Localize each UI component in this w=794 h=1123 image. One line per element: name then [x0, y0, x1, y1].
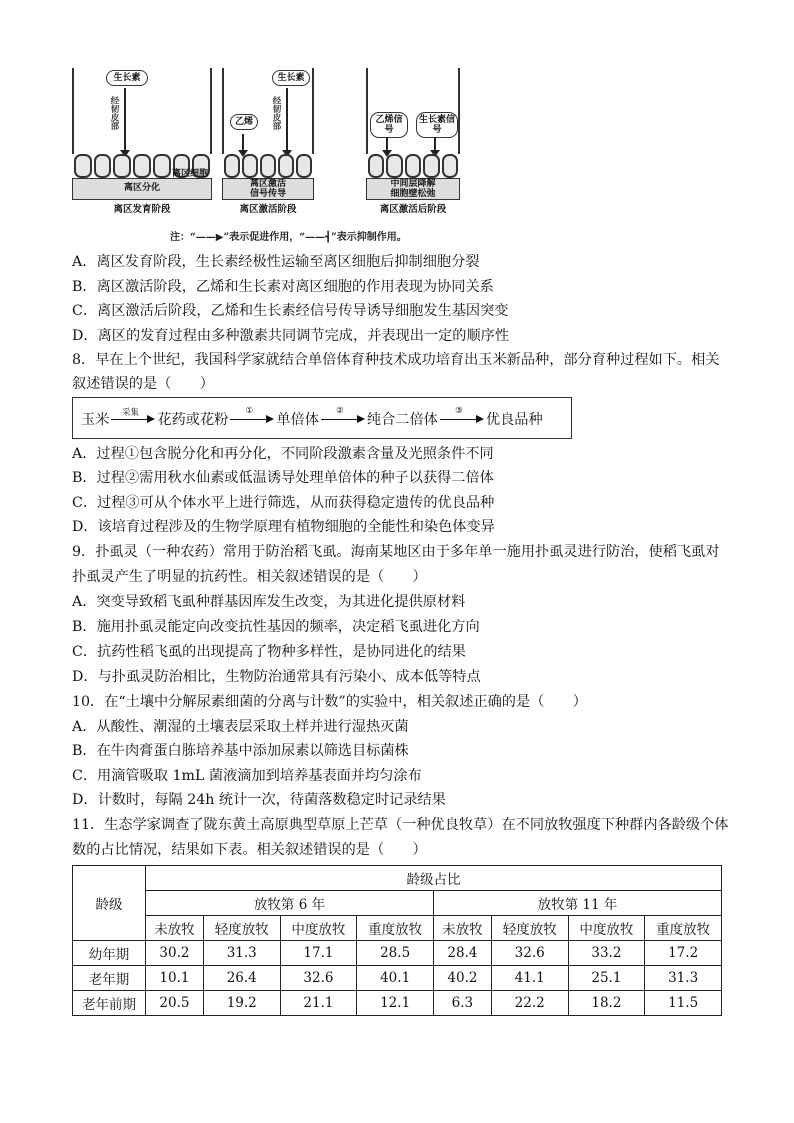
table-cell: 33.2: [568, 941, 645, 966]
q10-option-a: A．从酸性、潮湿的土壤表层采取土样并进行湿热灭菌: [72, 719, 409, 735]
subheader-cell: 重度放牧: [645, 916, 722, 941]
q11-stem-cont: 数的占比情况，结果如下表。相关叙述错误的是（ ）: [72, 842, 427, 858]
flow-node: 优良品种: [485, 412, 543, 428]
flow-node: 花药或花粉: [157, 412, 229, 428]
q10-option-d: D．计数时，每隔 24h 统计一次，待菌落数稳定时记录结果: [72, 792, 446, 808]
flow-arrow: 采集: [111, 412, 155, 426]
auxin-label: 生长素: [106, 70, 148, 86]
q9-option-c: C．抗药性稻飞虱的出现提高了物种多样性，是协同进化的结果: [72, 644, 466, 660]
figure-panel-activation: [222, 68, 314, 216]
age-class-table: [72, 865, 722, 1016]
auxin-label: 生长素: [272, 70, 310, 86]
promote-arrow: [242, 134, 244, 152]
table-cell: 10.1: [146, 966, 204, 991]
row-label: 老年前期: [73, 991, 146, 1016]
subheader-cell: 未放牧: [146, 916, 204, 941]
row-label: 幼年期: [73, 941, 146, 966]
table-cell: 22.2: [491, 991, 568, 1016]
table-cell: 31.3: [645, 966, 722, 991]
flow-arrow: ①: [230, 412, 274, 426]
stage-label: 离区激活后阶段: [379, 204, 447, 215]
subheader-cell: 轻度放牧: [491, 916, 568, 941]
q8-stem-cont: 叙述错误的是（ ）: [72, 376, 214, 392]
promote-arrow: [386, 138, 388, 152]
table-cell: 40.2: [433, 966, 491, 991]
q9-stem: 9．扑虱灵（一种农药）常用于防治稻飞虱。海南某地区由于多年单一施用扑虱灵进行防治，使稻飞虱对: [72, 544, 720, 560]
q11-stem: 11．生态学家调查了陇东黄土高原典型草原上芒草（一种优良牧草）在不同放牧强度下种群内各龄级个体: [72, 817, 729, 833]
table-cell: 40.1: [357, 966, 434, 991]
flow-node: 纯合二倍体: [366, 412, 438, 428]
activation-box: 离区激活 信号传导: [222, 178, 314, 200]
subheader-cell: 中度放牧: [280, 916, 357, 941]
flow-arrow: ③: [440, 412, 484, 426]
header-year6: 放牧第 6 年: [146, 891, 434, 916]
stage-label: 离区激活阶段: [239, 204, 297, 215]
table-row: [73, 941, 722, 966]
table-cell: 25.1: [568, 966, 645, 991]
phloem-text: 经韧皮部: [109, 96, 119, 130]
stage-label: 离区发育阶段: [113, 204, 171, 215]
q9-option-a: A．突变导致稻飞虱种群基因库发生改变，为其进化提供原材料: [72, 594, 466, 610]
table-cell: 41.1: [491, 966, 568, 991]
phloem-text: 经韧皮部: [271, 96, 281, 130]
table-cell: 18.2: [568, 991, 645, 1016]
cell-row: [222, 154, 314, 178]
breeding-flow-box: [72, 397, 572, 439]
subheader-cell: 未放牧: [433, 916, 491, 941]
q8-option-d: D．该培育过程涉及的生物学原理有植物细胞的全能性和染色体变异: [72, 519, 495, 535]
q7-option-b: B．离区激活阶段，乙烯和生长素对离区细胞的作用表现为协同关系: [72, 279, 494, 295]
q10-option-b: B．在牛肉膏蛋白胨培养基中添加尿素以筛选目标菌株: [72, 743, 409, 759]
table-cell: 19.2: [203, 991, 280, 1016]
q8-stem: 8．早在上个世纪，我国科学家就结合单倍体育种技术成功培育出玉米新品种，部分育种过程如下。相关: [72, 352, 720, 368]
table-cell: 30.2: [146, 941, 204, 966]
promote-arrow: [434, 138, 436, 152]
table-cell: 12.1: [357, 991, 434, 1016]
row-label: 老年期: [73, 966, 146, 991]
cell-row: [366, 154, 460, 178]
auxin-signal-label: 生长素信号: [416, 112, 458, 138]
table-cell: 28.5: [357, 941, 434, 966]
post-activation-box: 中间层降解 细胞壁松弛: [366, 178, 460, 200]
q8-option-a: A．过程①包含脱分化和再分化，不同阶段激素含量及光照条件不同: [72, 446, 494, 462]
q7-option-c: C．离区激活后阶段，乙烯和生长素经信号传导诱导细胞发生基因突变: [72, 303, 509, 319]
table-row: [73, 966, 722, 991]
flow-node: 单倍体: [276, 412, 319, 428]
subheader-cell: 轻度放牧: [203, 916, 280, 941]
header-year11: 放牧第 11 年: [433, 891, 721, 916]
figure-note: 注：“——▶”表示促进作用，“——┫”表示抑制作用。: [170, 232, 407, 243]
flow-arrow: ②: [321, 412, 365, 426]
table-cell: 11.5: [645, 991, 722, 1016]
table-cell: 26.4: [203, 966, 280, 991]
table-cell: 17.1: [280, 941, 357, 966]
ethylene-label: 乙烯: [230, 114, 258, 130]
abscission-cell-label: 离区细胞: [172, 169, 209, 179]
q8-option-b: B．过程②需用秋水仙素或低温诱导处理单倍体的种子以获得二倍体: [72, 470, 494, 486]
table-cell: 32.6: [280, 966, 357, 991]
q10-option-c: C．用滴管吸取 1mL 菌液滴加到培养基表面并均匀涂布: [72, 768, 422, 784]
q9-stem-cont: 扑虱灵产生了明显的抗药性。相关叙述错误的是（ ）: [72, 569, 427, 585]
q7-option-d: D．离区的发育过程由多种激素共同调节完成，并表现出一定的顺序性: [72, 328, 510, 344]
ethylene-signal-label: 乙烯信号: [370, 112, 408, 138]
table-cell: 28.4: [433, 941, 491, 966]
q7-option-a: A．离区发育阶段，生长素经极性运输至离区细胞后抑制细胞分裂: [72, 254, 480, 270]
table-cell: 32.6: [491, 941, 568, 966]
subheader-cell: 重度放牧: [357, 916, 434, 941]
flow-node: 玉米: [81, 412, 110, 428]
q10-stem: 10．在“土壤中分解尿素细菌的分离与计数”的实验中，相关叙述正确的是（ ）: [72, 694, 587, 710]
table-cell: 6.3: [433, 991, 491, 1016]
q8-option-c: C．过程③可从个体水平上进行筛选，从而获得稳定遗传的优良品种: [72, 495, 495, 511]
promote-arrow: [124, 88, 126, 152]
q9-option-b: B．施用扑虱灵能定向改变抗性基因的频率，决定稻飞虱进化方向: [72, 619, 480, 635]
table-cell: 31.3: [203, 941, 280, 966]
table-row: [73, 991, 722, 1016]
table-cell: 20.5: [146, 991, 204, 1016]
figure-panel-development: [72, 68, 212, 216]
table-cell: 17.2: [645, 941, 722, 966]
figure-panel-post-activation: [366, 68, 460, 216]
header-age-class: 龄级: [73, 866, 146, 941]
table-cell: 21.1: [280, 991, 357, 1016]
q9-option-d: D．与扑虱灵防治相比，生物防治通常具有污染小、成本低等特点: [72, 669, 481, 685]
abscission-box: 离区分化: [72, 178, 212, 200]
subheader-cell: 中度放牧: [568, 916, 645, 941]
header-ratio: 龄级占比: [146, 866, 722, 891]
promote-arrow: [286, 88, 288, 152]
